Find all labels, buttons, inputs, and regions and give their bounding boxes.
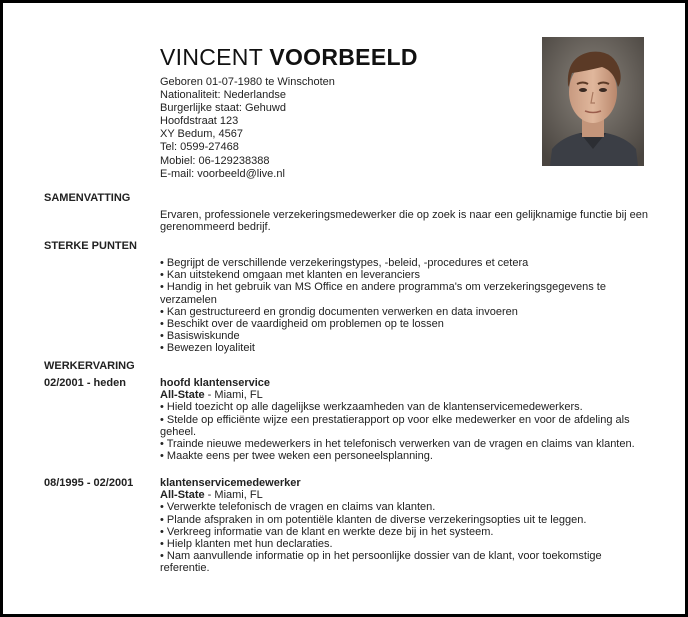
list-item: • Plande afspraken in om potentiële klanten de diverse verzekeringsopties uit te leggen.	[160, 513, 587, 526]
company-location: - Miami, FL	[204, 489, 263, 502]
mobile: Mobiel: 06-129238388	[160, 154, 270, 167]
list-item: • Beschikt over de vaardigheid om problemen op te lossen	[160, 318, 444, 331]
resume-page	[3, 3, 685, 614]
contact-details	[160, 76, 335, 181]
list-item: • Bewezen loyaliteit	[160, 342, 255, 355]
marital-status: Burgerlijke staat: Gehuwd	[160, 102, 286, 115]
job-company-line	[160, 389, 650, 401]
email: E-mail: voorbeeld@live.nl	[160, 167, 285, 180]
strengths-list	[160, 257, 650, 355]
company-name: All-State	[160, 389, 205, 402]
job-dates: 02/2001 - heden	[44, 377, 126, 389]
street-address: Hoofdstraat 123	[160, 115, 239, 128]
list-item: • Maakte eens per twee weken een personeelsplanning.	[160, 450, 433, 463]
nationality: Nationaliteit: Nederlandse	[160, 89, 286, 102]
list-item: • Hield toezicht op alle dagelijkse werkzaamheden van de klantenservicemedewerkers.	[160, 401, 583, 414]
list-item: • Handig in het gebruik van MS Office en andere programma's om verzekeringsgegevens te verzamelen	[160, 281, 606, 306]
summary-heading: SAMENVATTING	[44, 192, 131, 204]
summary-text: Ervaren, professionele verzekeringsmedewerker die op zoek is naar een gelijknamige functie bij een gerenommeerd bedrijf.	[160, 209, 648, 234]
first-name: VINCENT	[160, 44, 263, 70]
list-item: • Trainde nieuwe medewerkers in het telefonisch verwerken van de vragen en claims van klanten.	[160, 438, 635, 451]
postal-city: XY Bedum, 4567	[160, 128, 243, 141]
job-entry	[160, 477, 650, 575]
job-title: klantenservicemedewerker	[160, 477, 301, 489]
list-item: • Hielp klanten met hun declaraties.	[160, 538, 333, 551]
job-entry	[160, 377, 650, 462]
list-item: • Stelde op efficiënte wijze een prestatierapport op voor elke medewerker en voor de afdeling als geheel.	[160, 413, 630, 438]
experience-heading: WERKERVARING	[44, 360, 135, 372]
job-title: hoofd klantenservice	[160, 377, 271, 389]
profile-photo	[542, 37, 644, 166]
list-item: • Kan gestructureerd en grondig documenten verwerken en data invoeren	[160, 305, 518, 318]
list-item: • Begrijpt de verschillende verzekeringstypes, -beleid, -procedures et cetera	[160, 257, 529, 269]
company-location: - Miami, FL	[204, 389, 263, 402]
company-name: All-State	[160, 489, 205, 502]
job-dates: 08/1995 - 02/2001	[44, 477, 134, 489]
job-company-line	[160, 489, 650, 501]
birth-info: Geboren 01-07-1980 te Winschoten	[160, 76, 335, 88]
candidate-name	[160, 42, 418, 72]
list-item: • Basiswiskunde	[160, 330, 240, 343]
last-name: VOORBEELD	[269, 44, 418, 70]
list-item: • Nam aanvullende informatie op in het persoonlijke dossier van de klant, voor toekomstige referentie.	[160, 550, 602, 575]
strengths-heading: STERKE PUNTEN	[44, 240, 137, 252]
list-item: • Verkreeg informatie van de klant en werkte deze bij in het systeem.	[160, 525, 494, 538]
portrait-image	[542, 37, 644, 166]
list-item: • Verwerkte telefonisch de vragen en claims van klanten.	[160, 501, 436, 514]
phone: Tel: 0599-27468	[160, 141, 239, 154]
list-item: • Kan uitstekend omgaan met klanten en leveranciers	[160, 269, 421, 282]
